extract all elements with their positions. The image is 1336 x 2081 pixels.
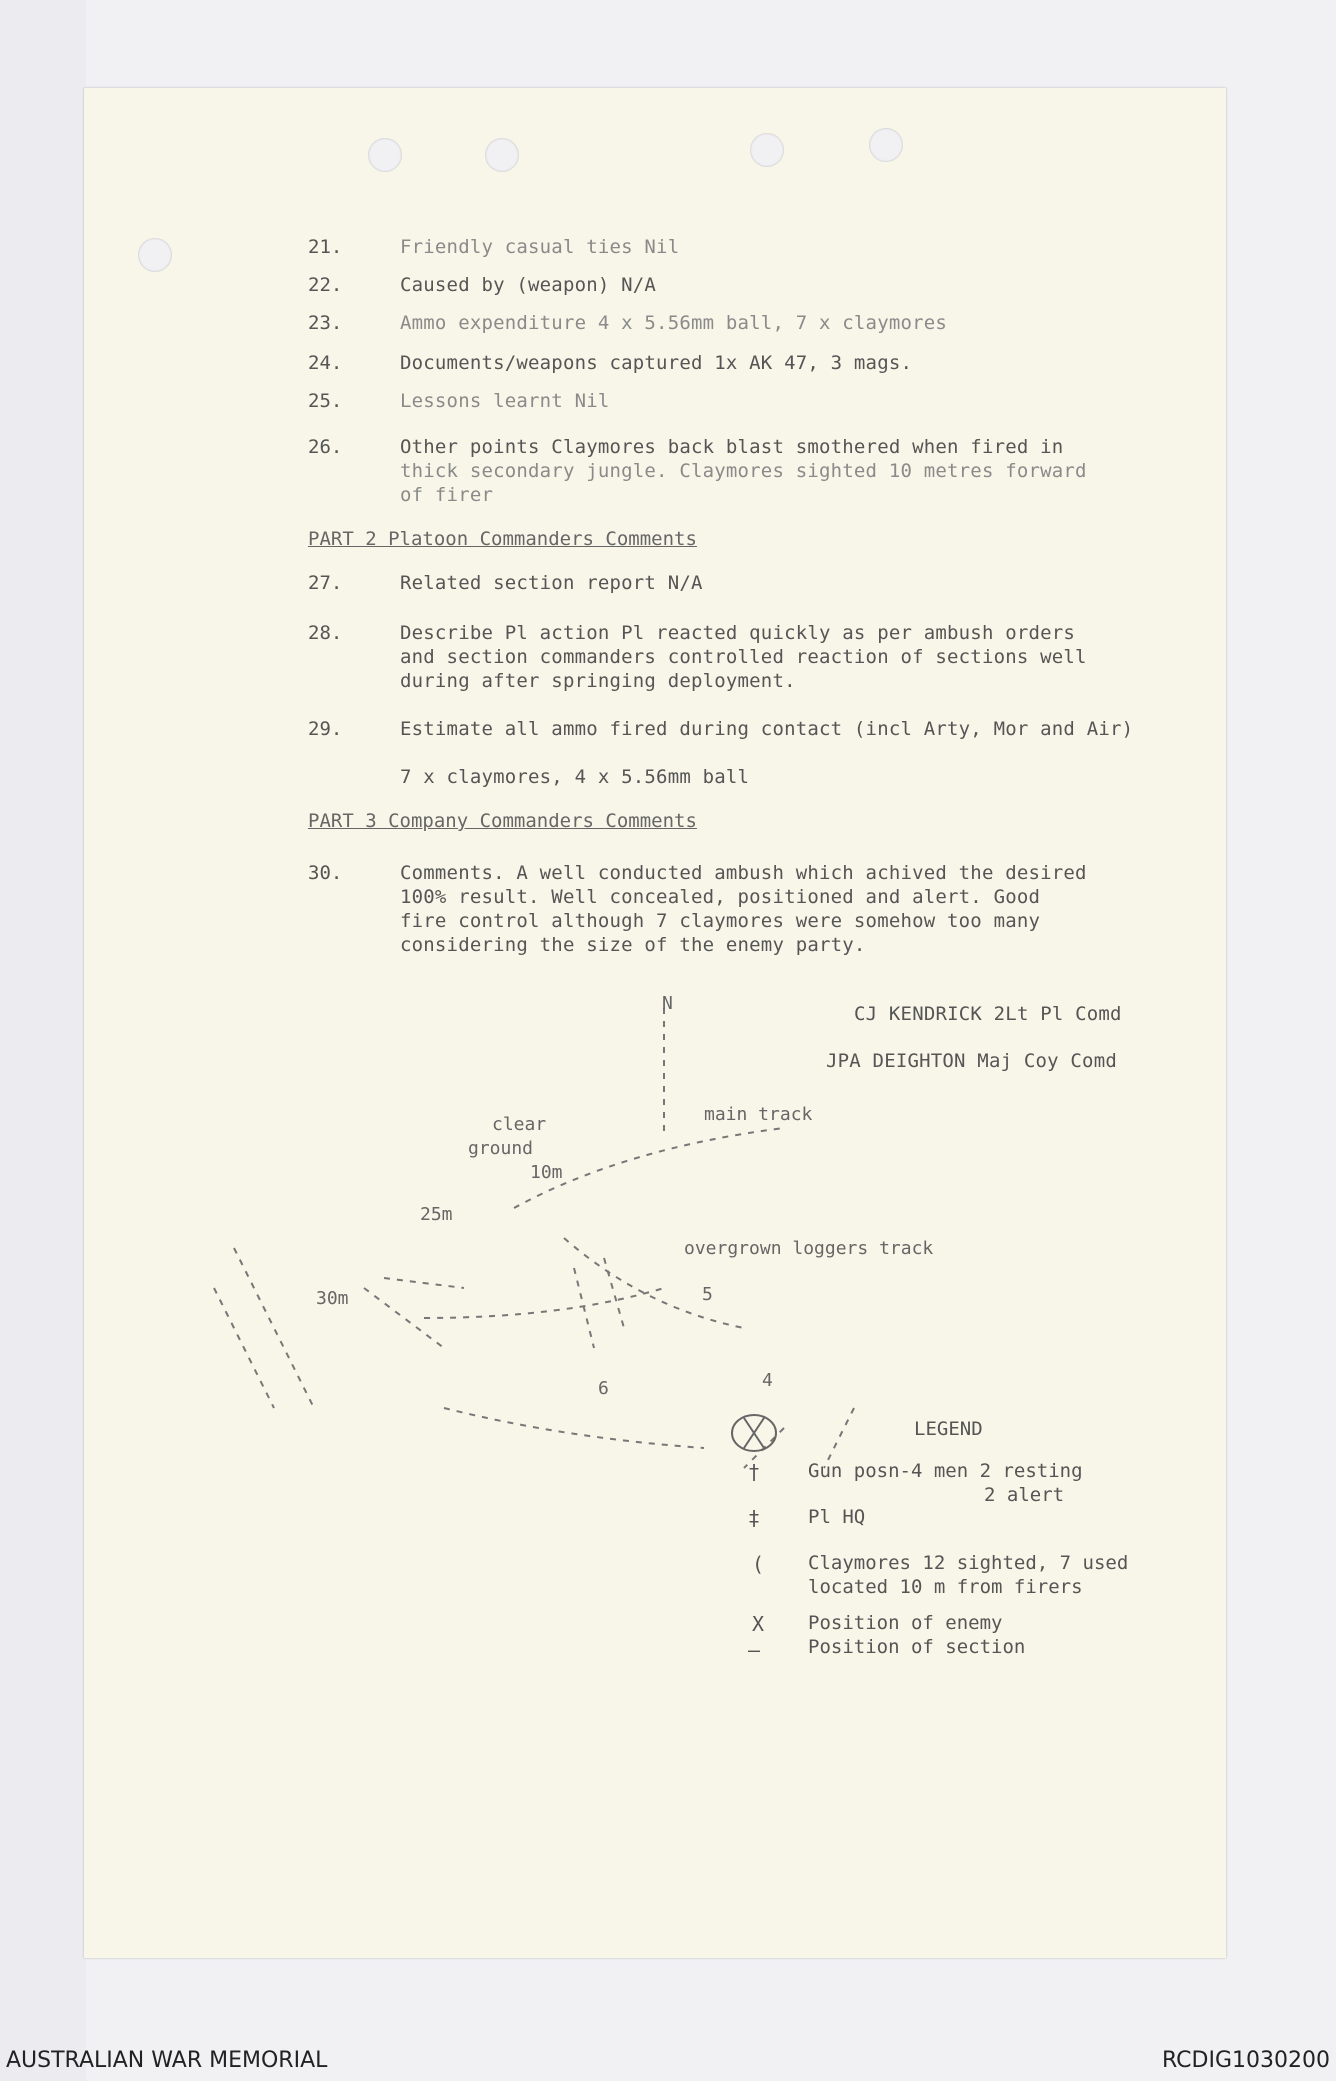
item-number: 21. [308,236,343,258]
item-text: Documents/weapons captured 1x AK 47, 3 mags. [400,352,913,374]
platoon-hq-icon: ‡ [748,1506,761,1530]
map-north-label: N [662,993,673,1014]
item-text: of firer [400,484,494,506]
scan-background-left [0,0,86,2081]
item-text: Other points Claymores back blast smothered when fired in [400,436,1064,458]
signature-line: CJ KENDRICK 2Lt Pl Comd [854,1003,1122,1025]
item-text: and section commanders controlled reaction of sections well [400,646,1087,668]
item-text: Describe Pl action Pl reacted quickly as per ambush orders [400,622,1076,644]
item-text: Estimate all ammo fired during contact (incl Arty, Mor and Air) [400,718,1134,740]
section-heading: PART 2 Platoon Commanders Comments [308,528,697,550]
legend-entry: Position of section [808,1636,1026,1658]
legend-entry: Gun posn-4 men 2 resting [808,1460,1083,1482]
item-text: Ammo expenditure 4 x 5.56mm ball, 7 x claymores [400,312,948,334]
legend-entry: Position of enemy [808,1612,1003,1634]
item-number: 29. [308,718,343,740]
map-label: 5 [702,1284,713,1305]
item-text: Related section report N/A [400,572,703,594]
punch-hole [750,133,784,167]
item-text: Comments. A well conducted ambush which achived the desired [400,862,1087,884]
gun-position-icon: † [748,1460,761,1484]
legend-entry: Claymores 12 sighted, 7 used [808,1552,1129,1574]
item-text: 100% result. Well concealed, positioned and alert. Good [400,886,1041,908]
item-text: considering the size of the enemy party. [400,934,866,956]
document-page [84,88,1226,1958]
map-label: main track [704,1104,813,1125]
footer-archive-name: AUSTRALIAN WAR MEMORIAL [6,2048,328,2073]
item-text: thick secondary jungle. Claymores sighted 10 metres forward [400,460,1087,482]
legend-entry: located 10 m from firers [808,1576,1083,1598]
signature-line: JPA DEIGHTON Maj Coy Comd [826,1050,1117,1072]
section-position-icon: — [748,1638,761,1662]
item-number: 22. [308,274,343,296]
item-text: fire control although 7 claymores were somehow too many [400,910,1041,932]
item-text: Caused by (weapon) N/A [400,274,657,296]
map-label: 10m [530,1162,563,1183]
punch-hole [368,138,402,172]
item-text: Lessons learnt Nil [400,390,610,412]
item-text: during after springing deployment. [400,670,796,692]
map-label: 6 [598,1378,609,1399]
map-label: 4 [762,1370,773,1391]
legend-entry: Pl HQ [808,1506,866,1528]
punch-hole [869,128,903,162]
map-label: 25m [420,1204,453,1225]
item-text: 7 x claymores, 4 x 5.56mm ball [400,766,750,788]
legend-title: LEGEND [914,1418,983,1440]
map-label: overgrown loggers track [684,1238,934,1259]
item-number: 26. [308,436,343,458]
map-label: clear [492,1114,547,1135]
item-number: 25. [308,390,343,412]
item-number: 23. [308,312,343,334]
enemy-position-icon: X [752,1612,765,1636]
punch-hole [138,238,172,272]
claymore-icon: ( [752,1552,765,1576]
legend-entry: 2 alert [984,1484,1065,1506]
item-text: Friendly casual ties Nil [400,236,680,258]
section-heading: PART 3 Company Commanders Comments [308,810,697,832]
item-number: 24. [308,352,343,374]
footer-record-id: RCDIG1030200 [1161,2048,1330,2073]
punch-hole [485,138,519,172]
item-number: 27. [308,572,343,594]
item-number: 30. [308,862,343,884]
map-label: ground [468,1138,534,1159]
item-number: 28. [308,622,343,644]
map-label: 30m [316,1288,349,1309]
